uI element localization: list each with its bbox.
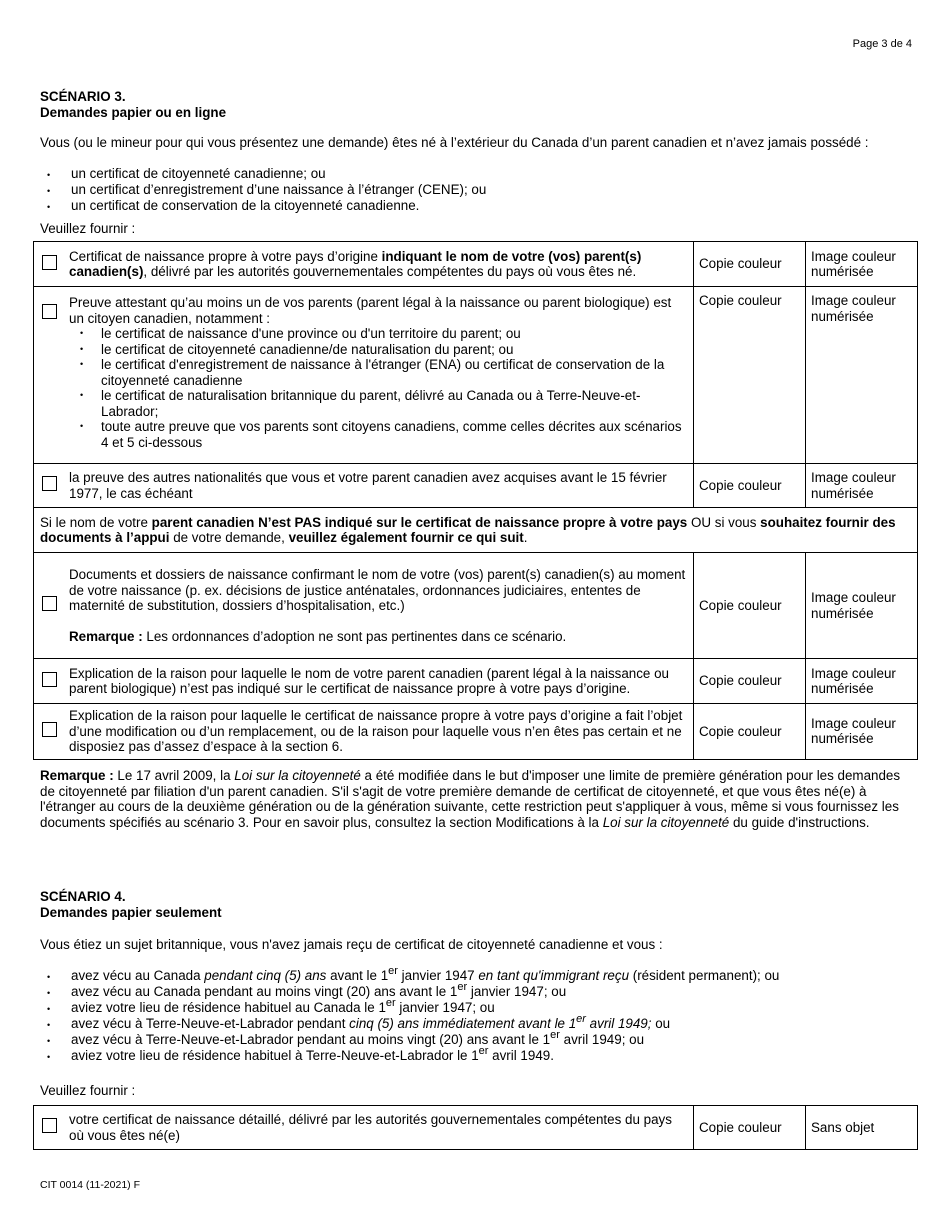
document-description: Explication de la raison pour laquelle le nom de votre parent canadien (parent légal à la naissance ou parent biologique) n’est pas indiqué sur le certificat de naissance propre à votre pays d’origine. <box>64 659 694 704</box>
image-type: Image couleur numérisée <box>806 553 918 659</box>
scenario4-heading <box>40 889 222 921</box>
document-description: Documents et dossiers de naissance confirmant le nom de votre (vos) parent(s) canadien(s) au moment de votre naissance (p. ex. décisions de justice anténatales, ordonnances judiciaires, ententes de maternité de substitution, dossiers d’hospitalisation, etc.) Remarque : Les ordonnances d’adoption ne sont pas pertinentes dans ce scénario. <box>64 553 694 659</box>
row-remark: Remarque : Les ordonnances d’adoption ne sont pas pertinentes dans ce scénario. <box>69 628 567 644</box>
document-checkbox[interactable] <box>42 1118 57 1133</box>
image-type: Image couleur numérisée <box>806 704 918 760</box>
list-item: • avez vécu à Terre-Neuve-et-Labrador pendant au moins vingt (20) ans avant le 1er avril 1949; ou <box>40 1032 779 1048</box>
scenario4-intro: Vous étiez un sujet britannique, vous n'avez jamais reçu de certificat de citoyenneté canadienne et vous : <box>40 937 663 952</box>
scenario4-bullet-list <box>40 964 780 1064</box>
checkbox-cell <box>34 704 65 760</box>
copy-type: Copie couleur <box>694 704 806 760</box>
table-row <box>34 242 918 287</box>
document-checkbox[interactable] <box>42 304 57 319</box>
list-item: • avez vécu au Canada pendant cinq (5) ans avant le 1er janvier 1947 en tant qu'immigrant reçu (résident permanent); ou <box>40 968 779 984</box>
document-checkbox[interactable] <box>42 596 57 611</box>
citizenship-act-remark: Remarque : Le 17 avril 2009, la Loi sur la citoyenneté a été modifiée dans le but d'imposer une limite de première génération pour les demandes de citoyenneté par filiation d'un parent canadien. S'il s'agit de votre première demande de certificat de citoyenneté, et que vous êtes né(e) à l'étranger au cours de la deuxième génération ou de la génération suivante, cette restriction peut s'appliquer à vous, même si vous fournissez les documents spécifiés au scénario 3. Pour en savoir plus, consultez la section Modifications à la Loi sur la citoyenneté du guide d'instructions. <box>40 768 901 830</box>
checkbox-cell <box>34 1106 65 1150</box>
copy-type: Copie couleur <box>694 464 806 508</box>
table-row <box>34 704 918 760</box>
scenario3-bullet-list <box>40 166 486 214</box>
list-item: • le certificat d'enregistrement de naissance à l'étranger (ENA) ou certificat de conservation de la citoyenneté canadienne <box>69 357 688 388</box>
scenario3-document-table <box>33 241 918 760</box>
table-row <box>34 287 918 464</box>
copy-type: Copie couleur <box>694 553 806 659</box>
checkbox-cell <box>34 287 65 464</box>
list-item: • aviez votre lieu de résidence habituel à Terre-Neuve-et-Labrador le 1er avril 1949. <box>40 1048 779 1064</box>
document-checkbox[interactable] <box>42 722 57 737</box>
document-checkbox[interactable] <box>42 672 57 687</box>
image-type: Sans objet <box>806 1106 918 1150</box>
checkbox-cell <box>34 553 65 659</box>
copy-type: Copie couleur <box>694 242 806 287</box>
scenario3-intro: Vous (ou le mineur pour qui vous présentez une demande) êtes né à l’extérieur du Canada d’un parent canadien et n’avez jamais possédé : <box>40 135 869 150</box>
scenario3-subtitle: Demandes papier ou en ligne <box>40 105 227 120</box>
scenario3-provide-label: Veuillez fournir : <box>40 221 136 236</box>
copy-type: Copie couleur <box>694 659 806 704</box>
document-checkbox[interactable] <box>42 476 57 491</box>
document-description: la preuve des autres nationalités que vous et votre parent canadien avez acquises avant le 15 février 1977, le cas échéant <box>64 464 694 508</box>
document-description: Preuve attestant qu’au moins un de vos parents (parent légal à la naissance ou parent biologique) est un citoyen canadien, notamment : • le certificat de naissance d'une province ou d'un territoire du parent; ou • le certificat de citoyenneté canadienne/de naturalisation du parent; ou • le certificat d'enregistrement de naissance à l'étranger (ENA) ou certificat de conservation de la citoyenneté canadienne • le certificat de naturalisation britannique du parent, délivré au Canada ou à Terre-Neuve-et-Labrador; • toute autre preuve que vos parents sont citoyens canadiens, comme celles décrites aux scénarios 4 et 5 ci-dessous <box>64 287 694 464</box>
document-description: Explication de la raison pour laquelle le certificat de naissance propre à votre pays d’origine a fait l’objet d’une modification ou d’un remplacement, ou de la raison pour laquelle vous n’en êtes pas certain et ne disposiez pas d’assez d’espace à la section 6. <box>64 704 694 760</box>
table-row <box>34 1106 918 1150</box>
list-item: • avez vécu à Terre-Neuve-et-Labrador pendant cinq (5) ans immédiatement avant le 1er avril 1949; ou <box>40 1016 779 1032</box>
document-checkbox[interactable] <box>42 255 57 270</box>
checkbox-cell <box>34 659 65 704</box>
list-item: • un certificat d’enregistrement d’une naissance à l’étranger (CENE); ou <box>40 182 486 198</box>
checkbox-cell <box>34 464 65 508</box>
checkbox-cell <box>34 242 65 287</box>
list-item: • le certificat de citoyenneté canadienne/de naturalisation du parent; ou <box>69 342 688 358</box>
page-number: Page 3 de 4 <box>852 38 912 50</box>
scenario3-heading <box>40 89 226 121</box>
scenario4-title: SCÉNARIO 4. <box>40 889 126 904</box>
image-type: Image couleur numérisée <box>806 287 918 464</box>
list-item: • aviez votre lieu de résidence habituel au Canada le 1er janvier 1947; ou <box>40 1000 779 1016</box>
document-description: votre certificat de naissance détaillé, délivré par les autorités gouvernementales compétentes du pays où vous êtes né(e) <box>64 1106 694 1150</box>
scenario4-provide-label: Veuillez fournir : <box>40 1083 136 1098</box>
list-item: • un certificat de citoyenneté canadienne; ou <box>40 166 486 182</box>
scenario4-document-table <box>33 1105 918 1150</box>
list-item: • un certificat de conservation de la citoyenneté canadienne. <box>40 198 486 214</box>
proof-list <box>69 326 688 450</box>
image-type: Image couleur numérisée <box>806 242 918 287</box>
list-item: • le certificat de naissance d'une province ou d'un territoire du parent; ou <box>69 326 688 342</box>
scenario4-subtitle: Demandes papier seulement <box>40 905 222 920</box>
list-item: • avez vécu au Canada pendant au moins vingt (20) ans avant le 1er janvier 1947; ou <box>40 984 779 1000</box>
list-item: • le certificat de naturalisation britannique du parent, délivré au Canada ou à Terre-Neuve-et-Labrador; <box>69 388 688 419</box>
scenario3-title: SCÉNARIO 3. <box>40 89 126 104</box>
table-row <box>34 508 918 553</box>
image-type: Image couleur numérisée <box>806 464 918 508</box>
list-item: • toute autre preuve que vos parents sont citoyens canadiens, comme celles décrites aux scénarios 4 et 5 ci-dessous <box>69 419 688 450</box>
table-row <box>34 659 918 704</box>
image-type: Image couleur numérisée <box>806 659 918 704</box>
copy-type: Copie couleur <box>694 287 806 464</box>
table-row <box>34 553 918 659</box>
additional-documents-note: Si le nom de votre parent canadien N’est PAS indiqué sur le certificat de naissance propre à votre pays OU si vous souhaitez fournir des documents à l’appui de votre demande, veuillez également fournir ce qui suit. <box>34 508 918 553</box>
table-row <box>34 464 918 508</box>
document-description: Certificat de naissance propre à votre pays d’origine indiquant le nom de votre (vos) parent(s) canadien(s), délivré par les autorités gouvernementales compétentes du pays où vous êtes né. <box>64 242 694 287</box>
form-id: CIT 0014 (11-2021) F <box>40 1179 140 1191</box>
copy-type: Copie couleur <box>694 1106 806 1150</box>
